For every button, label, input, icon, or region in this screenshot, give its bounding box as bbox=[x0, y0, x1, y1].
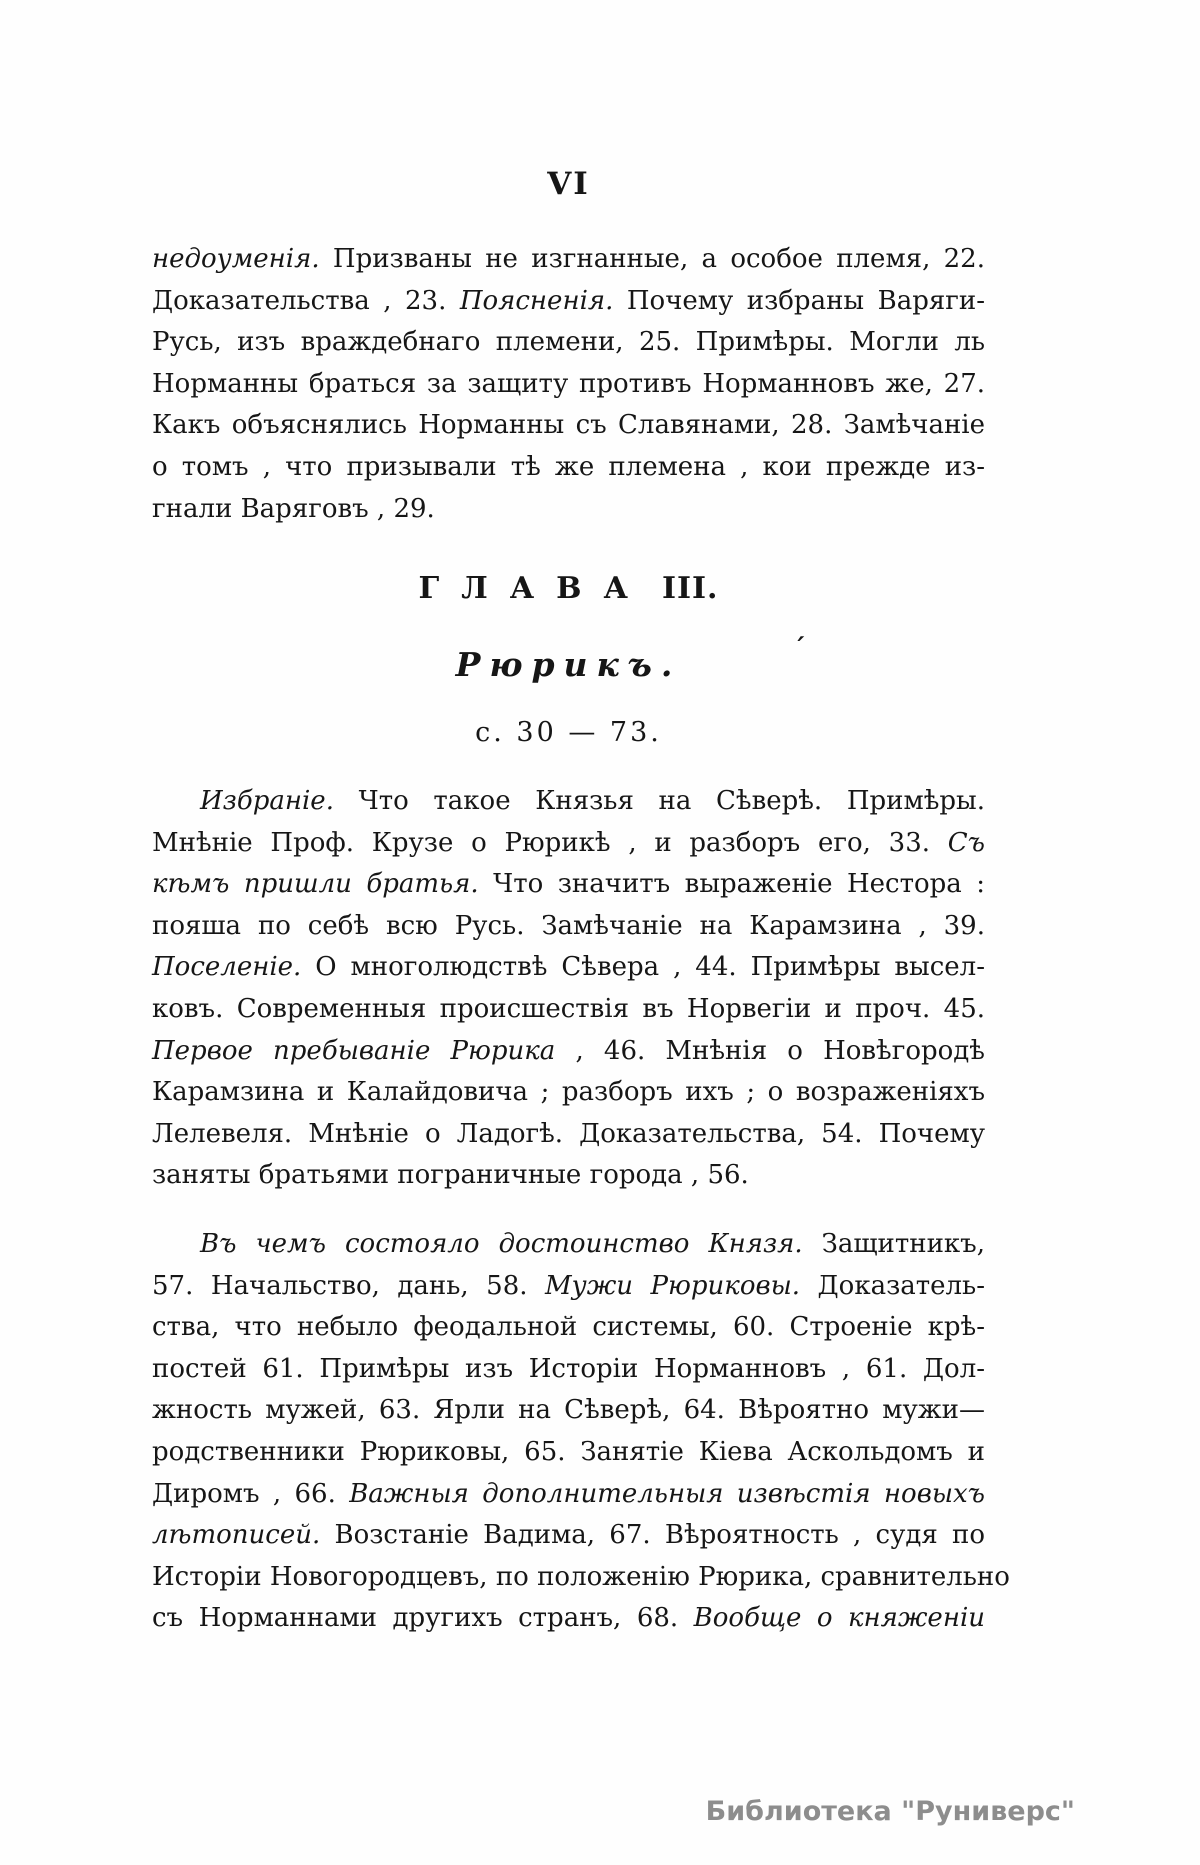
text-segment: Возстаніе Вадима, 67. Вѣроятность , судя по bbox=[320, 1520, 985, 1551]
italic-text-segment: Съ bbox=[947, 827, 985, 858]
italic-text-segment: Поясненія. bbox=[459, 285, 614, 316]
text-segment: гнали Варяговъ , 29. bbox=[152, 493, 435, 524]
text-line bbox=[152, 1072, 985, 1114]
text-line bbox=[152, 1390, 985, 1432]
text-line bbox=[152, 1155, 985, 1197]
text-line bbox=[152, 906, 985, 948]
text-line bbox=[152, 1474, 985, 1516]
page-number: VI bbox=[547, 166, 590, 202]
text-segment: Лелевеля. Мнѣніе о Ладогѣ. Доказательства, 54. Почему bbox=[152, 1118, 985, 1149]
toc-paragraph-chapter3-part2 bbox=[152, 1224, 1010, 1640]
text-segment: заняты братьями пограничные города , 56. bbox=[152, 1160, 749, 1191]
text-line bbox=[152, 823, 985, 865]
text-line bbox=[152, 1349, 985, 1391]
italic-text-segment: Въ чемъ состояло достоинство Князя. bbox=[200, 1229, 803, 1259]
text-line bbox=[152, 781, 985, 823]
text-line bbox=[152, 364, 985, 406]
text-segment: родственники Рюриковы, 65. Занятіе Кіева Аскольдомъ и bbox=[152, 1436, 985, 1467]
text-line bbox=[152, 1432, 985, 1474]
toc-paragraph-chapter3-part1 bbox=[152, 781, 985, 1197]
scan-artifact-accent-mark: ´ bbox=[793, 634, 806, 664]
toc-paragraph-chapter2-continuation bbox=[152, 239, 985, 530]
chapter-heading-numeral: III. bbox=[661, 571, 719, 606]
italic-text-segment: Избраніе. bbox=[200, 786, 334, 816]
text-line bbox=[152, 1114, 985, 1156]
chapter-heading bbox=[152, 570, 985, 608]
text-segment: ства, что небыло феодальной системы, 60. Строеніе крѣ- bbox=[152, 1312, 985, 1343]
text-line bbox=[152, 239, 985, 281]
text-segment: Мнѣніе Проф. Крузе о Рюрикѣ , и разборъ его, 33. bbox=[152, 827, 948, 858]
text-segment: пояша по себѣ всю Русь. Замѣчаніе на Карамзина , 39. bbox=[152, 910, 985, 941]
text-segment: жность мужей, 63. Ярли на Сѣверѣ, 64. Вѣроятно мужи— bbox=[152, 1395, 985, 1426]
text-line bbox=[152, 864, 985, 906]
text-line bbox=[152, 989, 985, 1031]
text-segment: Исторіи Новогородцевъ, по положенію Рюрика, сравнительно bbox=[152, 1561, 1010, 1592]
text-segment: ковъ. Современныя происшествія въ Норвегіи и проч. 45. bbox=[152, 993, 985, 1024]
text-segment: Русь, изъ враждебнаго племени, 25. Примѣры. Могли ль bbox=[152, 327, 985, 358]
library-watermark: Библиотека "Руниверс" bbox=[705, 1796, 1075, 1827]
text-segment: Норманны браться за защиту противъ Норманновъ же, 27. bbox=[152, 368, 985, 399]
text-line bbox=[152, 322, 985, 364]
text-segment: Доказательства , 23. bbox=[152, 285, 460, 316]
text-segment: Что значитъ выраженіе Нестора : bbox=[478, 869, 985, 900]
text-segment: Защитникъ, bbox=[802, 1229, 985, 1259]
text-segment: Доказатель- bbox=[800, 1270, 985, 1301]
text-line bbox=[152, 1031, 985, 1073]
text-segment: Что такое Князья на Сѣверѣ. Примѣры. bbox=[333, 786, 985, 816]
text-segment: О многолюдствѣ Сѣвера , 44. Примѣры высел- bbox=[301, 952, 985, 983]
italic-text-segment: Первое пребываніе Рюрика bbox=[152, 1035, 556, 1066]
text-segment: Какъ объяснялись Норманны съ Славянами, 28. Замѣчаніе bbox=[152, 410, 985, 441]
text-segment: Призваны не изгнанные, а особое племя, 22. bbox=[319, 244, 985, 274]
text-line bbox=[152, 1266, 985, 1308]
text-segment: 57. Начальство, дань, 58. bbox=[152, 1270, 546, 1301]
text-segment: Карамзина и Калайдовича ; разборъ ихъ ; о возраженіяхъ bbox=[152, 1077, 985, 1108]
text-line bbox=[152, 281, 985, 323]
text-line bbox=[152, 405, 985, 447]
chapter-heading-word: ГЛАВА bbox=[418, 571, 650, 606]
text-line bbox=[152, 1515, 985, 1557]
text-segment: , 46. Мнѣнія о Новѣгородѣ bbox=[555, 1035, 985, 1066]
italic-text-segment: Важныя дополнительныя извѣстія новыхъ bbox=[349, 1478, 985, 1509]
text-line bbox=[152, 1224, 985, 1266]
text-line bbox=[152, 1598, 985, 1640]
italic-text-segment: недоуменія. bbox=[152, 244, 320, 274]
text-line bbox=[152, 1557, 1010, 1599]
text-line bbox=[152, 1307, 985, 1349]
italic-text-segment: лѣтописей. bbox=[152, 1520, 321, 1551]
text-line bbox=[152, 947, 985, 989]
italic-text-segment: кѣмъ пришли братья. bbox=[152, 869, 479, 900]
text-line bbox=[152, 489, 985, 531]
italic-text-segment: Поселеніе. bbox=[152, 952, 302, 983]
italic-text-segment: Вообще о княженіи bbox=[693, 1603, 986, 1634]
chapter-pages-range: с. 30 — 73. bbox=[475, 717, 662, 748]
text-segment: о томъ , что призывали тѣ же племена , кои прежде из- bbox=[152, 451, 985, 482]
text-segment: съ Норманнами другихъ странъ, 68. bbox=[152, 1603, 694, 1634]
text-segment: Диромъ , 66. bbox=[152, 1478, 350, 1509]
text-segment: постей 61. Примѣры изъ Исторіи Норманновъ , 61. Дол- bbox=[152, 1353, 985, 1384]
chapter-title: Рюрикъ. bbox=[455, 645, 682, 684]
text-line bbox=[152, 447, 985, 489]
italic-text-segment: Мужи Рюриковы. bbox=[545, 1270, 801, 1301]
text-segment: Почему избраны Варяги- bbox=[613, 285, 985, 316]
